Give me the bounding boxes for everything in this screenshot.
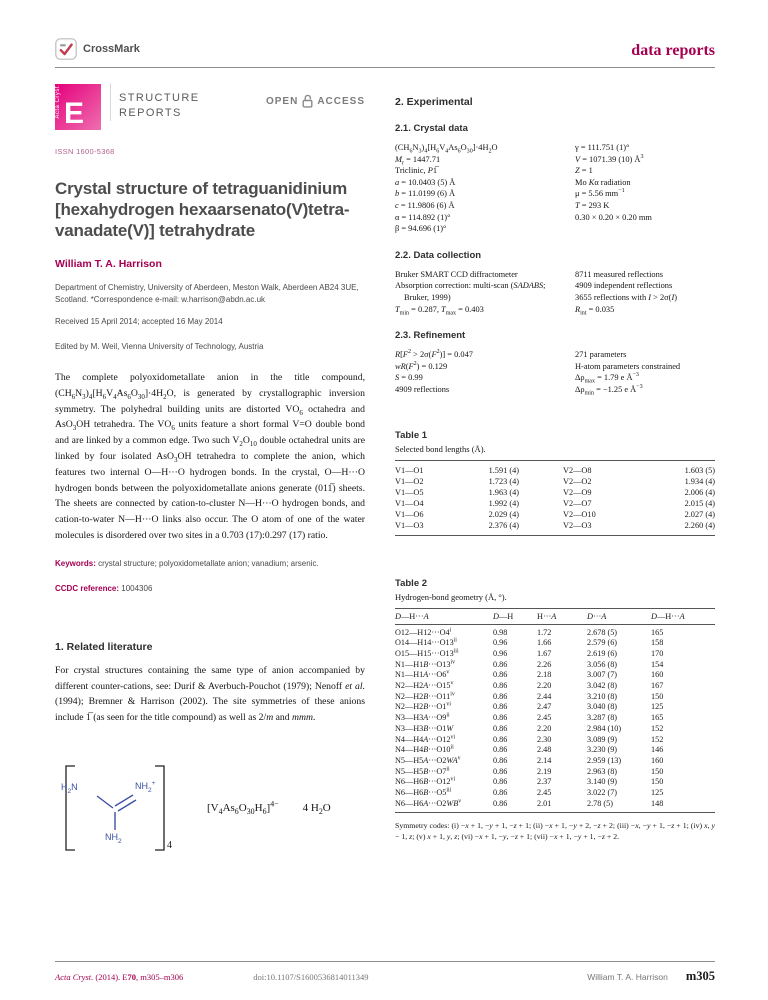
hbond-dha: $O15—H15\cdot\cdot\cdot O13^{iii}$ xyxy=(395,648,459,658)
hbond-dha: $N1—H1B\cdot\cdot\cdot O13^{iv}$ xyxy=(395,658,456,669)
table2-row xyxy=(395,745,715,756)
hbond-da: 3.230 (9) xyxy=(587,745,618,755)
right-column xyxy=(395,84,715,858)
table1 xyxy=(395,460,715,536)
hbond-ha: 2.48 xyxy=(537,745,552,755)
scheme-label-nh2-plus: $NH_2^+$ xyxy=(135,779,156,794)
hbond-da: 3.040 (8) xyxy=(587,702,618,712)
table2-header-row xyxy=(395,608,715,625)
bond-label: V1—O4 xyxy=(395,498,424,508)
bond-length: 2.260 (4) xyxy=(684,520,715,530)
acta-cryst-logo[interactable] xyxy=(55,84,101,130)
bond-length: 1.963 (4) xyxy=(488,487,519,497)
table2-row xyxy=(395,735,715,746)
table2-row xyxy=(395,681,715,692)
bond-length: 2.015 (4) xyxy=(684,498,715,508)
hbond-angle: 154 xyxy=(651,659,664,669)
hbond-ha: 1.66 xyxy=(537,638,552,648)
crystal-data-right xyxy=(575,142,715,235)
refinement-item: $wR(F^2) = 0.129$ xyxy=(395,360,448,371)
refinement-left xyxy=(395,349,565,395)
table2-header-cell: D···A xyxy=(587,611,607,621)
hbond-da: 3.042 (8) xyxy=(587,681,618,691)
hbond-dh: 0.86 xyxy=(493,766,508,776)
page-top-bar xyxy=(55,38,715,68)
bond-label: V1—O5 xyxy=(395,487,424,497)
crystal-data-item: Mo Kα radiation xyxy=(575,177,631,187)
edited-by-line: Edited by M. Weil, Vienna University of Technology, Austria xyxy=(55,342,264,351)
hbond-da: 2.984 (10) xyxy=(587,723,622,733)
crystal-data-item: Z = 1 xyxy=(575,166,593,176)
bond-label: V2—O7 xyxy=(563,498,592,508)
crystal-data-item: $M_r = 1447.71$ xyxy=(395,154,441,167)
hbond-dh: 0.86 xyxy=(493,659,508,669)
subsection-data-collection: 2.2. Data collection xyxy=(395,249,482,261)
table1-row xyxy=(395,487,715,498)
table2-row xyxy=(395,638,715,649)
bond-length: 1.992 (4) xyxy=(488,498,519,508)
hbond-angle: 167 xyxy=(651,681,664,691)
table2-row xyxy=(395,649,715,660)
affiliation xyxy=(55,282,365,305)
table2-header-cell: D—H···A xyxy=(651,611,685,621)
hbond-dh: 0.96 xyxy=(493,638,508,648)
refinement-item: S = 0.99 xyxy=(395,373,423,383)
chemical-scheme xyxy=(55,758,365,858)
masthead xyxy=(55,84,365,130)
table2-row xyxy=(395,788,715,799)
refinement-item: H-atom parameters constrained xyxy=(575,361,681,371)
crystal-data-item: 0.30 × 0.20 × 0.20 mm xyxy=(575,212,652,222)
table2-row xyxy=(395,670,715,681)
bond-length: 1.723 (4) xyxy=(488,476,519,486)
hbond-angle: 170 xyxy=(651,648,664,658)
hbond-angle: 125 xyxy=(651,788,664,798)
section-heading-experimental: 2. Experimental xyxy=(395,96,473,108)
table1-row xyxy=(395,509,715,520)
hbond-dha: $N2—H2B\cdot\cdot\cdot O11^{iv}$ xyxy=(395,690,455,701)
logo-vertical-text: Acta Cryst xyxy=(55,86,61,119)
data-collection-block xyxy=(395,269,715,315)
hbond-angle: 152 xyxy=(651,734,664,744)
scheme-label-h2n: $H_2N$ xyxy=(61,781,78,795)
bond-length: 1.934 (4) xyxy=(684,476,715,486)
scheme-bracket-subscript: 4 xyxy=(167,839,172,851)
crossmark-badge[interactable] xyxy=(55,38,140,60)
hbond-ha: 2.30 xyxy=(537,734,552,744)
footer-page-number: m305 xyxy=(685,969,715,983)
crystal-data-item: $(CH_6N_3)_4[H_6V_4As_6O_{30}]\cdot 4H_2O$ xyxy=(395,143,498,155)
crystal-data-item: Triclinic, P1̅ xyxy=(395,166,438,176)
table2-header-cell: D—H···A xyxy=(395,611,429,621)
table2-row xyxy=(395,767,715,778)
hbond-angle: 165 xyxy=(651,627,664,637)
table2 xyxy=(395,625,715,814)
hbond-angle: 152 xyxy=(651,723,664,733)
bond-label: V1—O6 xyxy=(395,509,424,519)
hbond-dha: $N2—H2B\cdot\cdot\cdot O1^{vi}$ xyxy=(395,701,451,712)
table2-row xyxy=(395,724,715,735)
table2-caption: Hydrogen-bond geometry (Å, °). xyxy=(395,591,507,602)
hbond-da: 3.089 (9) xyxy=(587,734,618,744)
crystal-data-item: b = 11.0199 (6) Å xyxy=(395,189,456,199)
hbond-dha: $O14—H14\cdot\cdot\cdot O13^{ii}$ xyxy=(395,637,457,648)
crystal-data-left xyxy=(395,142,565,235)
table2-row xyxy=(395,628,715,639)
table2-label: Table 2 xyxy=(395,577,428,589)
refinement-right xyxy=(575,349,715,395)
table1-caption: Selected bond lengths (Å). xyxy=(395,443,486,454)
hbond-dh: 0.86 xyxy=(493,681,508,691)
bond-length: 2.029 (4) xyxy=(488,509,519,519)
crystal-data-block xyxy=(395,142,715,235)
hbond-da: 3.140 (9) xyxy=(587,777,618,787)
table2-row xyxy=(395,660,715,671)
hbond-ha: 2.45 xyxy=(537,788,552,798)
bond-label: V1—O3 xyxy=(395,520,424,530)
hbond-dha: $N4—H4A\cdot\cdot\cdot O12^{vi}$ xyxy=(395,733,456,744)
hbond-dh: 0.86 xyxy=(493,702,508,712)
keywords-line xyxy=(55,558,365,570)
hbond-dha: $N1—H1A\cdot\cdot\cdot O6^v$ xyxy=(395,669,450,680)
bond-label: V2—O3 xyxy=(563,520,592,530)
journal-series-title xyxy=(110,84,199,121)
bond-length: 2.027 (4) xyxy=(684,509,715,519)
hbond-ha: 2.14 xyxy=(537,755,552,765)
hbond-angle: 150 xyxy=(651,691,664,701)
crystal-data-item: T = 293 K xyxy=(575,200,610,210)
series-line2: REPORTS xyxy=(119,107,182,119)
hbond-da: 3.056 (8) xyxy=(587,659,618,669)
keywords-label: Keywords: xyxy=(55,558,96,568)
ccdc-reference-link[interactable]: 1004306 xyxy=(119,584,153,594)
hbond-da: 3.022 (7) xyxy=(587,788,618,798)
hbond-ha: 2.19 xyxy=(537,766,552,776)
table2-row xyxy=(395,713,715,724)
data-collection-item: $R_{int} = 0.035$ xyxy=(575,304,615,317)
hbond-da: 2.78 (5) xyxy=(587,798,613,808)
hbond-ha: 2.47 xyxy=(537,702,552,712)
crystal-data-item: β = 94.696 (1)° xyxy=(395,224,447,234)
table1-label: Table 1 xyxy=(395,429,428,441)
related-literature-paragraph: For crystal structures containing the same type of anion accompanied by different counter-cations, see: Durif & Averbuch-Pouchot (1979); Nenoff et al. (1994); Bremner & Harrison (2002). The site symmetries of these anions include 1̅ (as seen for the title compound) as well as 2/m and mmm. xyxy=(55,664,365,724)
footer-author: William T. A. Harrison xyxy=(587,972,668,982)
symmetry-codes: Symmetry codes: (i) −x + 1, −y + 1, −z + 1; (ii) −x + 1, −y + 2, −z + 2; (iii) −x, −y + 1, −z + 1; (iv) x, y − 1, z; (v) x + 1, y, z; (vi) −x + 1, −y, −z + 1; (vii) −x + 1, −y + 1, −z + 2. xyxy=(395,821,716,842)
hbond-da: 3.007 (7) xyxy=(587,670,618,680)
table1-block xyxy=(395,430,715,536)
affiliation-text: Department of Chemistry, University of Aberdeen, Meston Walk, Aberdeen AB24 3UE, Scotland. *Correspondence e-mail: xyxy=(55,283,359,304)
hbond-ha: 2.37 xyxy=(537,777,552,787)
data-collection-item: 8711 measured reflections xyxy=(575,269,664,279)
anion-formula: $[V_4As_6O_{30}H_6]^{4-}$ xyxy=(207,799,279,817)
hbond-dha: $N6—H6A\cdot\cdot\cdot O2WB^v$ xyxy=(395,798,462,808)
open-lock-icon xyxy=(302,94,313,108)
hbond-ha: 1.72 xyxy=(537,627,552,637)
hbond-dha: $N6—H6B\cdot\cdot\cdot O5^{iii}$ xyxy=(395,787,452,798)
crystal-data-item: α = 114.892 (1)° xyxy=(395,212,451,222)
bond-label: V2—O10 xyxy=(563,509,596,519)
hbond-dha: N3—H3B···O1W xyxy=(395,723,454,733)
refinement-item: 271 parameters xyxy=(575,350,627,360)
hbond-ha: 2.45 xyxy=(537,713,552,723)
guanidinium-drawing xyxy=(55,758,183,858)
crystal-data-item: γ = 111.751 (1)° xyxy=(575,143,630,152)
keywords-text: crystal structure; polyoxidometallate anion; vanadium; arsenic. xyxy=(95,558,319,568)
bond-length: 2.006 (4) xyxy=(684,487,715,497)
refinement-block xyxy=(395,349,715,395)
hbond-dha: $N2—H2A\cdot\cdot\cdot O15^v$ xyxy=(395,680,454,691)
table1-row xyxy=(395,520,715,531)
table2-row xyxy=(395,692,715,703)
scheme-label-nh2: $NH_2$ xyxy=(105,831,122,845)
crossmark-label: CrossMark xyxy=(83,43,140,55)
received-accepted-dates: Received 15 April 2014; accepted 16 May 2014 xyxy=(55,317,223,326)
hbond-dha: $N4—H4B\cdot\cdot\cdot O10^{ii}$ xyxy=(395,744,454,755)
hbond-da: 2.963 (8) xyxy=(587,766,618,776)
table2-row xyxy=(395,777,715,788)
refinement-item: $\Delta\rho_{max} = 1.79$ e $Å^{-3}$ xyxy=(575,372,639,385)
hbond-angle: 150 xyxy=(651,777,664,787)
hbond-ha: 2.44 xyxy=(537,691,552,701)
refinement-item: $R[F^2 > 2\sigma(F^2)] = 0.047$ xyxy=(395,349,473,360)
refinement-item: 4909 reflections xyxy=(395,384,450,394)
hbond-angle: 160 xyxy=(651,670,664,680)
correspondence-email-link[interactable]: w.harrison@abdn.ac.uk xyxy=(181,294,266,304)
crystal-data-item: c = 11.9806 (6) Å xyxy=(395,200,455,210)
hbond-angle: 158 xyxy=(651,638,664,648)
crystal-data-item: μ = 5.56 $mm^{-1}$ xyxy=(575,188,625,199)
hbond-dh: 0.86 xyxy=(493,788,508,798)
hbond-dha: $N5—H5B\cdot\cdot\cdot O7^{ii}$ xyxy=(395,765,450,776)
data-collection-right xyxy=(575,269,715,315)
issn: ISSN 1600-5368 xyxy=(55,147,115,156)
hbond-angle: 160 xyxy=(651,755,664,765)
left-column xyxy=(55,84,365,858)
author-name: William T. A. Harrison xyxy=(55,258,162,270)
hbond-dh: 0.86 xyxy=(493,691,508,701)
open-access-badge xyxy=(266,94,365,108)
refinement-item: $\Delta\rho_{min} = -1.25$ e $Å^{-3}$ xyxy=(575,384,643,397)
crystal-data-item: V = 1071.39 (10) $Å^3$ xyxy=(575,153,644,164)
hbond-ha: 1.67 xyxy=(537,648,552,658)
table2-row xyxy=(395,756,715,767)
bond-label: V2—O9 xyxy=(563,487,592,497)
hbond-da: 3.287 (8) xyxy=(587,713,618,723)
hbond-angle: 125 xyxy=(651,702,664,712)
bond-label: V2—O8 xyxy=(563,465,592,475)
hbond-da: 3.210 (8) xyxy=(587,691,618,701)
crystal-data-item: a = 10.0403 (5) Å xyxy=(395,177,456,187)
hbond-da: 2.678 (5) xyxy=(587,627,618,637)
hbond-da: 2.579 (6) xyxy=(587,638,618,648)
data-collection-left xyxy=(395,269,565,315)
table1-row xyxy=(395,476,715,487)
table2-header-cell: H···A xyxy=(537,611,557,621)
footer-doi-link[interactable]: doi:10.1107/S1600536814011349 xyxy=(253,972,369,982)
hbond-dha: $N5—H5A\cdot\cdot\cdot O2WA^v$ xyxy=(395,755,461,765)
abstract-paragraph: The complete polyoxidometallate anion in the title compound, $(CH_6N_3)_4[H_6V_4As_6O_{30}]\cdot 4H_2O$, is generated by crystallographic inversion symmetry. The polyhedral building units are distorted $VO_6$ octahedra and AsO$_3$OH tetrahedra. The $VO_6$ units feature a short formal V=O double bond and are linked by a common edge. Two such $V_2O_{10}$ double octahedral units are linked by four isolated AsO$_3$OH tetrahedra to complete the anion, which features two internal O—H···O hydrogen bonds. In the crystal, O—H···O hydrogen bonds between the polyoxidometallate anions generate (011̅) sheets. The sheets are connected by cation-to-cluster N—H···O hydrogen bonds, and cation-to-water N—H···O links also occur. The O atom of one of the water molecules is disordered over two sites in a 0.703 (17):0.297 (17) ratio. xyxy=(55,372,366,541)
hbond-dh: 0.86 xyxy=(493,755,508,765)
table2-block xyxy=(395,578,715,843)
hbond-dh: 0.98 xyxy=(493,627,508,637)
hbond-angle: 148 xyxy=(651,798,664,808)
bond-label: V2—O2 xyxy=(563,476,592,486)
hbond-dh: 0.86 xyxy=(493,798,508,808)
bond-length: 1.603 (5) xyxy=(684,465,715,475)
hbond-dh: 0.86 xyxy=(493,745,508,755)
bond-label: V1—O1 xyxy=(395,465,424,475)
data-collection-item: Bruker SMART CCD diffractometer xyxy=(395,269,518,279)
data-collection-item: $T_{min} = 0.287$, $T_{max} = 0.403$ xyxy=(395,304,484,317)
water-formula: 4 $H_2O$ xyxy=(302,801,331,817)
hbond-dh: 0.86 xyxy=(493,723,508,733)
data-collection-item: 3655 reflections with I > 2σ(I) xyxy=(575,292,678,302)
hbond-dh: 0.96 xyxy=(493,648,508,658)
hbond-da: 2.619 (6) xyxy=(587,648,618,658)
table2-row xyxy=(395,702,715,713)
hbond-angle: 146 xyxy=(651,745,664,755)
ccdc-label: CCDC reference: xyxy=(55,584,120,594)
ccdc-line xyxy=(55,583,365,595)
data-collection-item: 4909 independent reflections xyxy=(575,281,673,291)
hbond-dh: 0.86 xyxy=(493,777,508,787)
journal-section-label: data reports xyxy=(631,42,715,59)
hbond-dha: $O12—H12\cdot\cdot\cdot O4^i$ xyxy=(395,626,452,637)
logo-letter: E xyxy=(64,97,85,130)
hbond-dh: 0.86 xyxy=(493,670,508,680)
footer-citation: Acta Cryst. (2014). E70, m305–m306 xyxy=(55,972,184,982)
data-collection-item: Absorption correction: multi-scan (SADABS; Bruker, 1999) xyxy=(395,281,546,302)
page-footer xyxy=(55,961,715,984)
crossmark-icon xyxy=(55,38,77,60)
subsection-crystal-data: 2.1. Crystal data xyxy=(395,123,468,134)
section-heading-related-literature: 1. Related literature xyxy=(55,640,153,653)
hbond-ha: 2.26 xyxy=(537,659,552,669)
bond-length: 1.591 (4) xyxy=(488,465,519,475)
bond-length: 2.376 (4) xyxy=(488,520,519,530)
hbond-angle: 165 xyxy=(651,713,664,723)
table2-header-cell: D—H xyxy=(493,611,514,621)
hbond-ha: 2.18 xyxy=(537,670,552,680)
subsection-refinement: 2.3. Refinement xyxy=(395,330,466,342)
table1-row xyxy=(395,465,715,476)
hbond-dha: $N3—H3A\cdot\cdot\cdot O9^{ii}$ xyxy=(395,712,450,723)
open-access-word-access: ACCESS xyxy=(317,95,365,107)
hbond-da: 2.959 (13) xyxy=(587,755,622,765)
table2-row xyxy=(395,799,715,810)
table1-row xyxy=(395,498,715,509)
hbond-ha: 2.01 xyxy=(537,798,552,808)
open-access-word-open: OPEN xyxy=(265,95,299,107)
hbond-dh: 0.86 xyxy=(493,713,508,723)
hbond-ha: 2.20 xyxy=(537,723,552,733)
bond-label: V1—O2 xyxy=(395,476,424,486)
article-title: Crystal structure of tetraguanidinium [hexahydrogen hexaarsenato(V)tetra- vanadate(V)] tetrahydrate xyxy=(55,179,350,240)
hbond-ha: 2.20 xyxy=(537,681,552,691)
hbond-dh: 0.86 xyxy=(493,734,508,744)
hbond-angle: 150 xyxy=(651,766,664,776)
series-line1: STRUCTURE xyxy=(119,92,200,104)
hbond-dha: $N6—H6B\cdot\cdot\cdot O12^{vi}$ xyxy=(395,776,456,787)
